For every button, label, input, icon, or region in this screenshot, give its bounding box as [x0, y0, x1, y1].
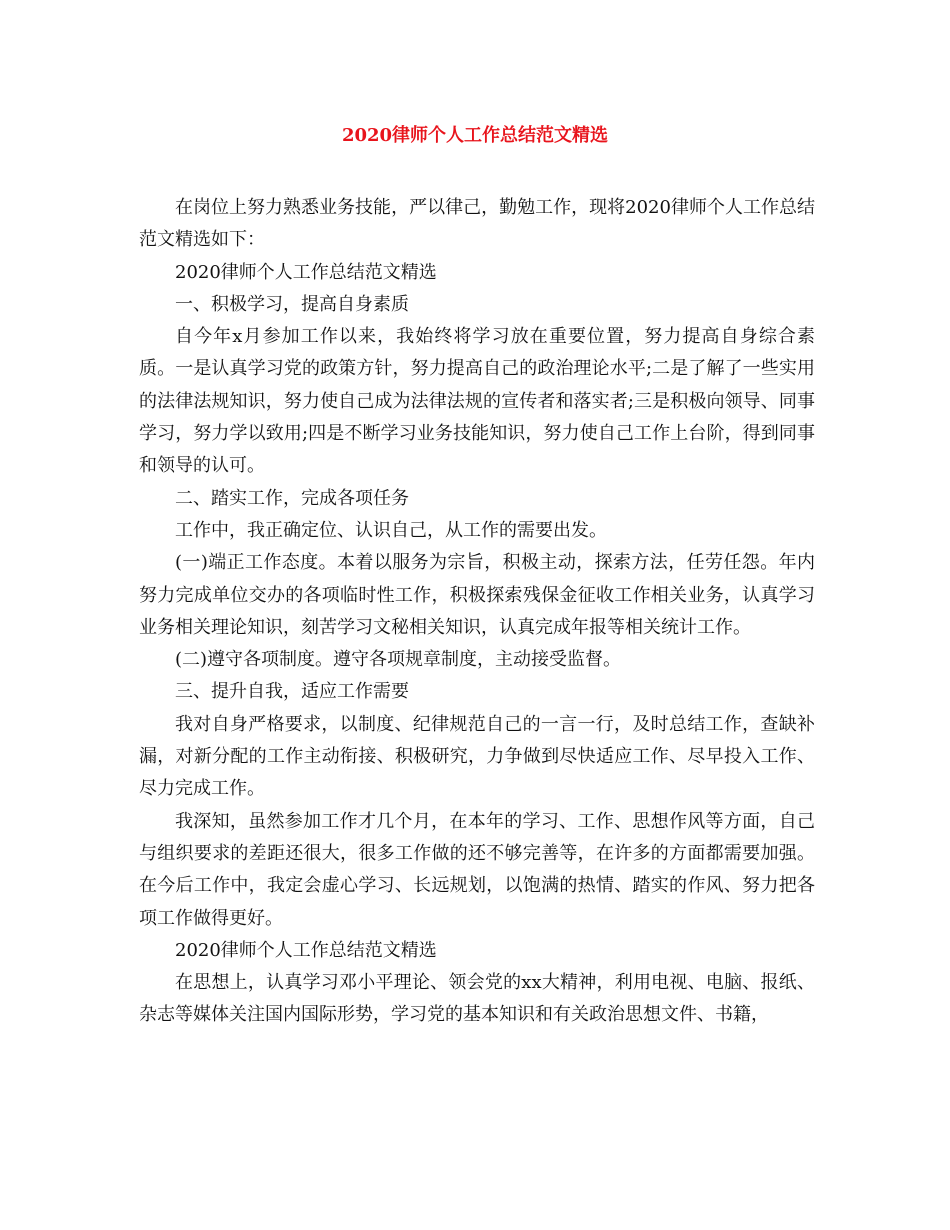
paragraph-subtitle-2: 2020律师个人工作总结范文精选 — [175, 939, 437, 961]
paragraph-intro: 在岗位上努力熟悉业务技能，严以律己，勤勉工作，现将2020律师个人工作总结范文精选如下： — [139, 197, 815, 251]
paragraph-work-intro: 工作中，我正确定位、认识自己，从工作的需要出发。 — [175, 519, 607, 541]
document-title: 2020律师个人工作总结范文精选 — [341, 125, 609, 146]
paragraph-reflection: 我深知，虽然参加工作才几个月，在本年的学习、工作、思想作风等方面，自己与组织要求的差距还很大，很多工作做的还不够完善等，在许多的方面都需要加强。在今后工作中，我定会虚心学习、长远规划，以饱满的热情、踏实的作风、努力把各项工作做得更好。 — [139, 810, 815, 929]
section-heading-2: 二、踏实工作，完成各项任务 — [175, 487, 409, 509]
paragraph-study: 自今年x月参加工作以来，我始终将学习放在重要位置，努力提高自身综合素质。一是认真学习党的政策方针，努力提高自己的政治理论水平;二是了解了一些实用的法律法规知识，努力使自己成为法律法规的宣传者和落实者;三是积极向领导、同事学习，努力学以致用;四是不断学习业务技能知识，努力使自己工作上台阶，得到同事和领导的认可。 — [139, 326, 815, 477]
section-heading-1: 一、积极学习，提高自身素质 — [175, 293, 409, 315]
paragraph-self-requirement: 我对自身严格要求，以制度、纪律规范自己的一言一行，及时总结工作，查缺补漏，对新分配的工作主动衔接、积极研究，力争做到尽快适应工作、尽早投入工作、尽力完成工作。 — [139, 713, 815, 800]
paragraph-attitude: (一)端正工作态度。本着以服务为宗旨，积极主动，探索方法，任劳任怨。年内努力完成单位交办的各项临时性工作，积极探索残保金征收工作相关业务，认真学习业务相关理论知识，刻苦学习文秘相关知识，认真完成年报等相关统计工作。 — [139, 552, 815, 638]
document-body — [139, 192, 815, 1032]
section-heading-3: 三、提升自我，适应工作需要 — [175, 681, 409, 703]
paragraph-thought: 在思想上，认真学习邓小平理论、领会党的xx大精神，利用电视、电脑、报纸、杂志等媒体关注国内国际形势，学习党的基本知识和有关政治思想文件、书籍， — [139, 972, 815, 1026]
paragraph-subtitle: 2020律师个人工作总结范文精选 — [175, 261, 437, 283]
paragraph-rules: (二)遵守各项制度。遵守各项规章制度，主动接受监督。 — [175, 649, 622, 671]
